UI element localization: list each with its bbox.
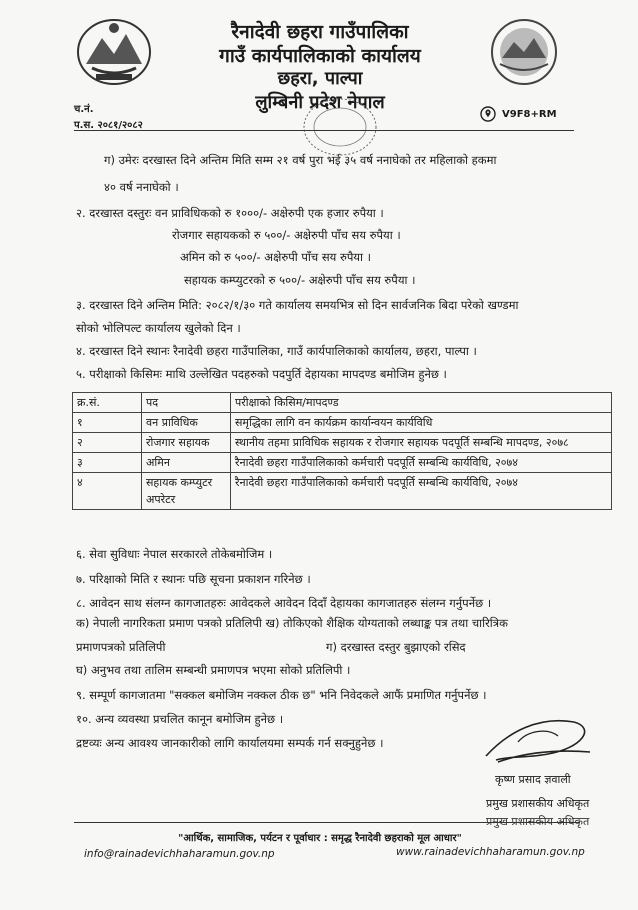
header-municipality: रैनादेवी छहरा गाउँपालिका bbox=[231, 21, 409, 43]
fee-forest-technician: २. दरखास्त दस्तुरः वन प्राविधिकको रु १०००/- अक्षेरुपी एक हजार रुपैया । bbox=[76, 206, 384, 220]
header-office: गाउँ कार्यपालिकाको कार्यालय bbox=[219, 45, 421, 67]
header-province: लुम्बिनी प्रदेश नेपाल bbox=[255, 92, 385, 113]
table-row bbox=[73, 413, 612, 433]
location-pin-icon bbox=[480, 106, 496, 122]
footer-slogan: "आर्थिक, सामाजिक, पर्यटन र पूर्वाधार : समृद्ध रैनादेवी छहराको मूल आधार" bbox=[178, 833, 462, 844]
table-cell: सहायक कम्प्युटर अपरेटर bbox=[142, 473, 231, 510]
chalani-number: च.नं. bbox=[74, 104, 94, 115]
exam-criteria-table bbox=[72, 392, 612, 510]
table-cell: १ bbox=[73, 413, 142, 433]
table-row bbox=[73, 473, 612, 510]
table-cell: २ bbox=[73, 433, 142, 453]
fee-amin: अमिन को रु ५००/- अक्षेरुपी पाँच सय रुपैया । bbox=[180, 250, 372, 264]
fee-employment-assistant: रोजगार सहायकको रु ५००/- अक्षेरुपी पाँच सय रुपैया । bbox=[172, 228, 401, 242]
header-address: छहरा, पाल्पा bbox=[277, 68, 363, 89]
table-cell: समृद्धिका लागि वन कार्यक्रम कार्यान्वयन कार्यविधि bbox=[231, 413, 612, 433]
table-cell: ३ bbox=[73, 453, 142, 473]
table-header-cell: परीक्षाको किसिम/मापदण्ड bbox=[231, 393, 612, 413]
table-row bbox=[73, 433, 612, 453]
deadline: ३. दरखास्त दिने अन्तिम मिति: २०८२/१/३० गते कार्यालय समयभित्र सो दिन सार्वजनिक बिदा परेको खण्डमा bbox=[76, 298, 519, 312]
self-certification: ९. सम्पूर्ण कागजातमा "सक्कल बमोजिम नक्कल ठीक छ" भनि निवेदकले आफैं प्रमाणित गर्नुपर्नेछ । bbox=[76, 688, 487, 702]
table-cell: रैनादेवी छहरा गाउँपालिकाको कर्मचारी पदपूर्ति सम्बन्धि कार्यविधि, २०७४ bbox=[231, 453, 612, 473]
required-documents: ८. आवेदन साथ संलग्न कागजातहरुः आवेदकले आवेदन दिदाँ देहायका कागजातहरु संलग्न गर्नुपर्नेछ । bbox=[76, 596, 492, 610]
exam-date-place: ७. परिक्षाको मिति र स्थानः पछि सूचना प्रकाशन गरिनेछ । bbox=[76, 572, 311, 586]
office-stamp-icon bbox=[300, 94, 380, 160]
table-cell: रोजगार सहायक bbox=[142, 433, 231, 453]
document-character-cert: प्रमाणपत्रको प्रतिलिपी bbox=[76, 640, 166, 654]
table-header-row bbox=[73, 393, 612, 413]
document-citizenship: क) नेपाली नागरिकता प्रमाण पत्रको प्रतिलिपी ख) तोकिएको शैक्षिक योग्यताको लब्धाङ्क पत्र तथा चारित्रिक bbox=[76, 616, 508, 630]
table-header-cell: पद bbox=[142, 393, 231, 413]
municipality-logo-icon bbox=[488, 14, 560, 88]
table-header-cell: क्र.सं. bbox=[73, 393, 142, 413]
fiscal-year-ref: प.स. २०८१/२०८२ bbox=[74, 120, 143, 131]
header-divider bbox=[74, 130, 574, 131]
table-cell: अमिन bbox=[142, 453, 231, 473]
handwritten-signature-icon bbox=[478, 712, 598, 768]
document-experience: घ) अनुभव तथा तालिम सम्बन्धी प्रमाणपत्र भएमा सोको प्रतिलिपी । bbox=[76, 663, 351, 677]
table-cell: रैनादेवी छहरा गाउँपालिकाको कर्मचारी पदपूर्ति सम्बन्धि कार्यविधि, २०७४ bbox=[231, 473, 612, 510]
signatory-name: कृष्ण प्रसाद ज्ञवाली bbox=[495, 773, 571, 786]
footer-website: www.rainadevichhaharamun.gov.np bbox=[396, 846, 585, 858]
footer-divider bbox=[74, 822, 580, 823]
service-benefits: ६. सेवा सुविधाः नेपाल सरकारले तोकेबमोजिम । bbox=[76, 547, 273, 561]
signatory-designation: प्रमुख प्रशासकीय अधिकृत bbox=[486, 797, 590, 810]
table-row bbox=[73, 453, 612, 473]
location-code bbox=[480, 106, 557, 122]
age-requirement-cont: ४० वर्ष ननाघेको । bbox=[104, 180, 179, 194]
plus-code: V9F8+RM bbox=[502, 108, 557, 120]
note: द्रष्टव्यः अन्य आवश्य जानकारीको लागि कार्यालयमा सम्पर्क गर्न सक्नुहुनेछ । bbox=[76, 736, 384, 750]
table-cell: स्थानीय तहमा प्राविधिक सहायक र रोजगार सहायक पदपूर्ति सम्बन्धि मापदण्ड, २०७८ bbox=[231, 433, 612, 453]
table-cell: ४ bbox=[73, 473, 142, 510]
deadline-cont: सोको भोलिपल्ट कार्यालय खुलेको दिन । bbox=[76, 321, 241, 335]
age-requirement: ग) उमेरः दरखास्त दिने अन्तिम मिति सम्म २१ वर्ष पुरा भई ३५ वर्ष ननाघेको तर महिलाको हकमा bbox=[104, 153, 497, 167]
nepal-emblem-icon bbox=[72, 14, 156, 88]
other-provisions: १०. अन्य व्यवस्था प्रचलित कानून बमोजिम हुनेछ । bbox=[76, 712, 284, 726]
application-place: ४. दरखास्त दिने स्थानः रैनादेवी छहरा गाउँपालिका, गाउँ कार्यपालिकाको कार्यालय, छहरा, पाल्पा । bbox=[76, 344, 477, 358]
table-cell: वन प्राविधिक bbox=[142, 413, 231, 433]
footer-email: info@rainadevichhaharamun.gov.np bbox=[84, 848, 275, 860]
document-fee-receipt: ग) दरखास्त दस्तुर बुझाएको रसिद bbox=[326, 640, 466, 654]
exam-type: ५. परीक्षाको किसिमः माथि उल्लेखित पदहरुको पदपुर्ति देहायका मापदण्ड बमोजिम हुनेछ । bbox=[76, 367, 447, 381]
fee-computer-assistant: सहायक कम्प्युटरको रु ५००/- अक्षेरुपी पाँच सय रुपैया । bbox=[184, 273, 416, 287]
signatory-designation-stamp: प्रमुख प्रशासकीय अधिकृत bbox=[486, 815, 590, 828]
